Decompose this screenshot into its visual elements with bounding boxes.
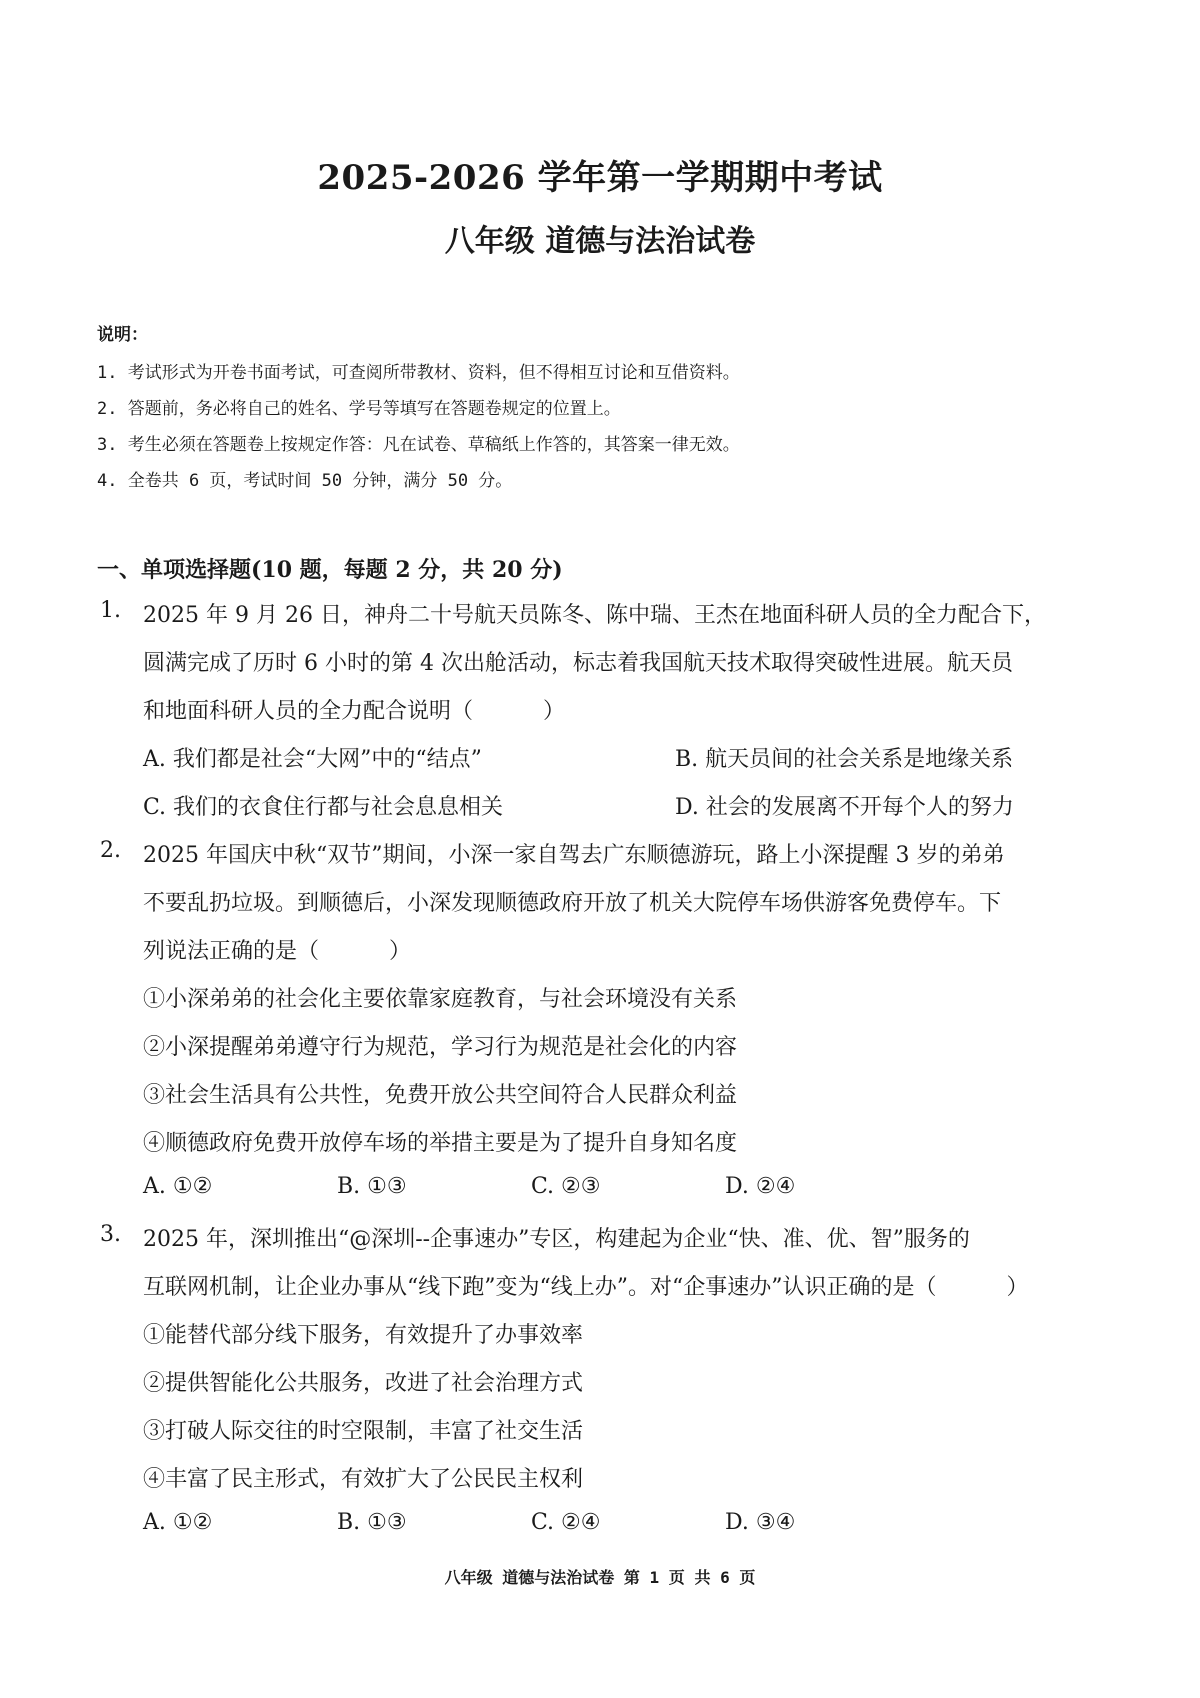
option-d: D. ③④ — [725, 1510, 796, 1535]
note-item: 1. 考试形式为开卷书面考试，可查阅所带教材、资料，但不得相互讨论和互借资料。 — [97, 363, 740, 383]
option-a: A. 我们都是社会“大网”中的“结点” — [143, 747, 482, 772]
statement: ②提供智能化公共服务，改进了社会治理方式 — [143, 1371, 584, 1396]
section-title: 一、单项选择题(10 题，每题 2 分，共 20 分) — [97, 557, 563, 583]
option-d: D. ②④ — [725, 1174, 796, 1199]
option-b: B. 航天员间的社会关系是地缘关系 — [675, 747, 1014, 772]
question-stem: 互联网机制，让企业办事从“线下跑”变为“线上办”。对“企事速办”认识正确的是（ — [143, 1275, 937, 1300]
page-footer: 八年级 道德与法治试卷 第 1 页 共 6 页 — [444, 1568, 756, 1587]
notes-heading: 说明： — [97, 325, 148, 345]
exam-title: 2025-2026 学年第一学期期中考试 — [317, 158, 883, 198]
question-number: 3. — [100, 1222, 121, 1247]
option-a: A. ①② — [143, 1174, 213, 1199]
statement: ①能替代部分线下服务，有效提升了办事效率 — [143, 1323, 584, 1348]
answer-paren: ） — [543, 699, 566, 724]
option-b: B. ①③ — [337, 1510, 407, 1535]
statement: ②小深提醒弟弟遵守行为规范，学习行为规范是社会化的内容 — [143, 1035, 738, 1060]
option-d: D. 社会的发展离不开每个人的努力 — [675, 795, 1014, 820]
note-item: 2. 答题前，务必将自己的姓名、学号等填写在答题卷规定的位置上。 — [97, 399, 621, 419]
question-text-last — [143, 1270, 1029, 1301]
statement: ③社会生活具有公共性，免费开放公共空间符合人民群众利益 — [143, 1083, 738, 1108]
question-text: 2025 年 9 月 26 日，神舟二十号航天员陈冬、陈中瑞、王杰在地面科研人员的全力配合下， — [143, 603, 1046, 628]
exam-subtitle: 八年级 道德与法治试卷 — [444, 224, 756, 259]
question-stem: 列说法正确的是（ — [143, 939, 320, 964]
answer-paren: ） — [1006, 1275, 1029, 1300]
answer-paren: ） — [389, 939, 412, 964]
option-c: C. ②③ — [531, 1174, 601, 1199]
question-stem: 和地面科研人员的全力配合说明（ — [143, 699, 474, 724]
question-text: 圆满完成了历时 6 小时的第 4 次出舱活动，标志着我国航天技术取得突破性进展。航天员 — [143, 651, 1013, 676]
statement: ③打破人际交往的时空限制，丰富了社交生活 — [143, 1419, 584, 1444]
question-number: 2. — [100, 838, 121, 863]
option-a: A. ①② — [143, 1510, 213, 1535]
question-number: 1. — [100, 598, 121, 623]
question-text: 不要乱扔垃圾。到顺德后，小深发现顺德政府开放了机关大院停车场供游客免费停车。下 — [143, 891, 1002, 916]
option-c: C. ②④ — [531, 1510, 601, 1535]
question-text: 2025 年，深圳推出“@深圳--企事速办”专区，构建起为企业“快、准、优、智”服务的 — [143, 1227, 970, 1252]
question-text-last — [143, 694, 565, 725]
question-text-last — [143, 934, 411, 965]
statement: ④顺德政府免费开放停车场的举措主要是为了提升自身知名度 — [143, 1131, 738, 1156]
question-text: 2025 年国庆中秋“双节”期间，小深一家自驾去广东顺德游玩，路上小深提醒 3 岁的弟弟 — [143, 843, 1005, 868]
statement: ④丰富了民主形式，有效扩大了公民民主权利 — [143, 1467, 584, 1492]
statement: ①小深弟弟的社会化主要依靠家庭教育，与社会环境没有关系 — [143, 987, 738, 1012]
note-item: 4. 全卷共 6 页，考试时间 50 分钟，满分 50 分。 — [97, 471, 513, 491]
note-item: 3. 考生必须在答题卷上按规定作答：凡在试卷、草稿纸上作答的，其答案一律无效。 — [97, 435, 740, 455]
option-b: B. ①③ — [337, 1174, 407, 1199]
option-c: C. 我们的衣食住行都与社会息息相关 — [143, 795, 504, 820]
